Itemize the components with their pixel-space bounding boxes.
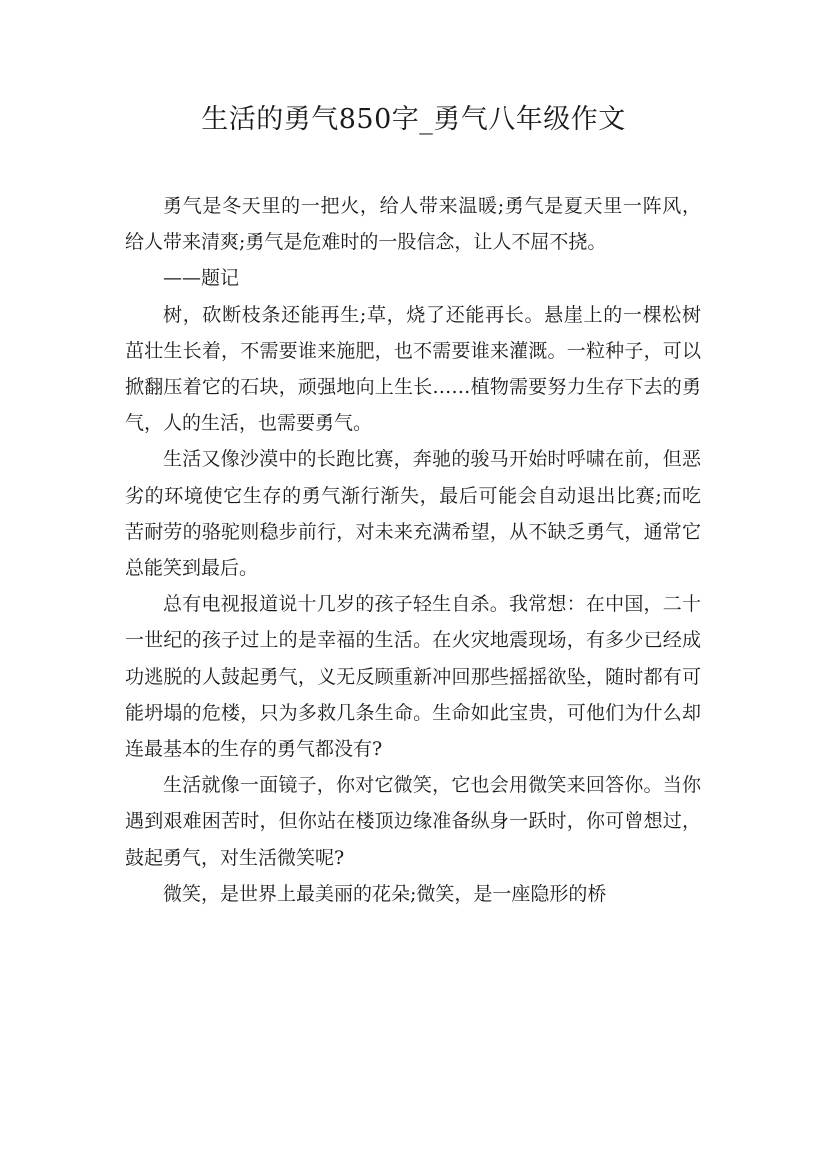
paragraph-intro: 勇气是冬天里的一把火，给人带来温暖;勇气是夏天里一阵风，给人带来清爽;勇气是危难时的一股信念，让人不屈不挠。 xyxy=(125,195,701,254)
paragraph: 树，砍断枝条还能再生;草，烧了还能再长。悬崖上的一棵松树茁壮生长着，不需要谁来施肥，也不需要谁来灌溉。一粒种子，可以掀翻压着它的石块，顽强地向上生长……植物需要努力生存下去的勇气，人的生活，也需要勇气。 xyxy=(125,303,701,435)
article-body xyxy=(125,188,701,912)
paragraph-epigraph-attribution: ——题记 xyxy=(163,267,240,290)
page-title: 生活的勇气850字_勇气八年级作文 xyxy=(201,104,626,135)
paragraph: 生活就像一面镜子，你对它微笑，它也会用微笑来回答你。当你遇到艰难困苦时，但你站在楼顶边缘准备纵身一跃时，你可曾想过，鼓起勇气，对生活微笑呢? xyxy=(125,774,701,869)
paragraph: 生活又像沙漠中的长跑比赛，奔驰的骏马开始时呼啸在前，但恶劣的环境使它生存的勇气渐行渐失，最后可能会自动退出比赛;而吃苦耐劳的骆驼则稳步前行，对未来充满希望，从不缺乏勇气，通常它总能笑到最后。 xyxy=(125,448,701,580)
paragraph: 微笑，是世界上最美丽的花朵;微笑，是一座隐形的桥 xyxy=(163,882,607,905)
paragraph: 总有电视报道说十几岁的孩子轻生自杀。我常想：在中国，二十一世纪的孩子过上的是幸福的生活。在火灾地震现场，有多少已经成功逃脱的人鼓起勇气，义无反顾重新冲回那些摇摇欲坠，随时都有可能坍塌的危楼，只为多救几条生命。生命如此宝贵，可他们为什么却连最基本的生存的勇气都没有? xyxy=(125,593,701,761)
